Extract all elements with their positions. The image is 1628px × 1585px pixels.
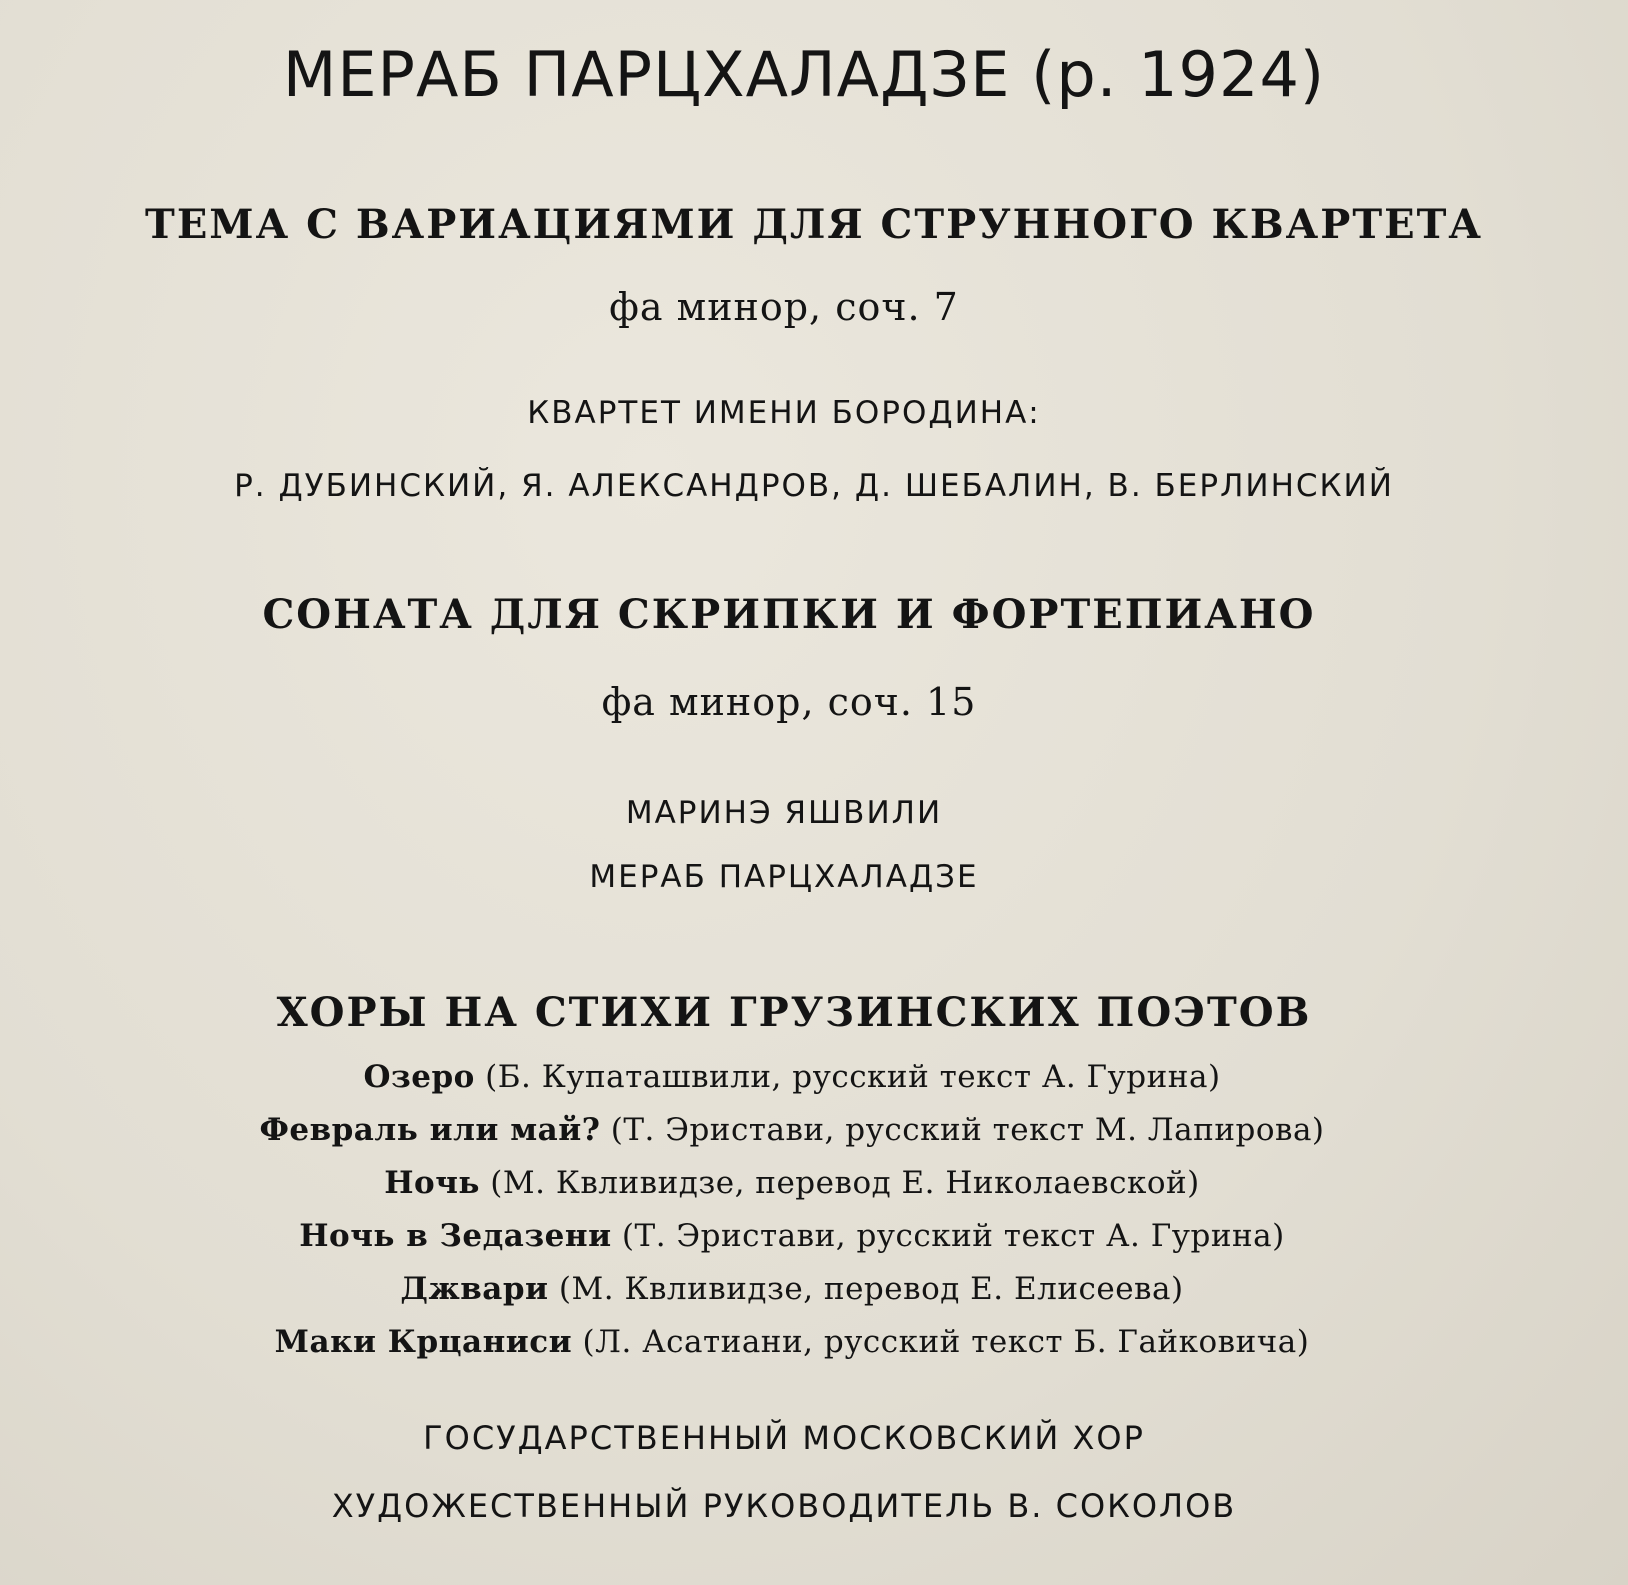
song-title: Озеро [363, 1059, 475, 1095]
work2-title: СОНАТА ДЛЯ СКРИПКИ И ФОРТЕПИАНО [262, 591, 1316, 638]
choir-name: ГОСУДАРСТВЕННЫЙ МОСКОВСКИЙ ХОР [423, 1419, 1145, 1457]
song-title: Маки Крцаниси [274, 1324, 573, 1360]
song-title: Февраль или май? [259, 1112, 601, 1148]
song-line [0, 1271, 1606, 1307]
work1-members: Р. ДУБИНСКИЙ, Я. АЛЕКСАНДРОВ, Д. ШЕБАЛИН, В. БЕРЛИНСКИЙ [234, 468, 1394, 504]
song-title: Ночь [384, 1165, 480, 1201]
song-credit: (М. Квливидзе, перевод Е. Елисеева) [548, 1271, 1184, 1307]
song-title: Ночь в Зедазени [299, 1218, 612, 1254]
work1-title: ТЕМА С ВАРИАЦИЯМИ ДЛЯ СТРУННОГО КВАРТЕТА [145, 201, 1483, 248]
song-line [0, 1112, 1606, 1148]
song-credit: (М. Квливидзе, перевод Е. Николаевской) [479, 1165, 1200, 1201]
work2-performer1: МАРИНЭ ЯШВИЛИ [625, 795, 943, 831]
song-line [0, 1165, 1606, 1201]
song-line [0, 1059, 1606, 1095]
song-title: Джвари [400, 1271, 549, 1307]
song-line [0, 1324, 1606, 1360]
song-credit: (Л. Асатиани, русский текст Б. Гайковича) [572, 1324, 1310, 1360]
song-line [0, 1218, 1606, 1254]
song-credit: (Т. Эристави, русский текст М. Лапирова) [600, 1112, 1325, 1148]
work1-ensemble: КВАРТЕТ ИМЕНИ БОРОДИНА: [527, 395, 1041, 431]
work3-title: ХОРЫ НА СТИХИ ГРУЗИНСКИХ ПОЭТОВ [276, 989, 1312, 1036]
work2-performer2: МЕРАБ ПАРЦХАЛАДЗЕ [589, 859, 979, 895]
choir-director: ХУДОЖЕСТВЕННЫЙ РУКОВОДИТЕЛЬ В. СОКОЛОВ [331, 1487, 1237, 1525]
composer-heading: МЕРАБ ПАРЦХАЛАДЗЕ (р. 1924) [282, 38, 1326, 111]
song-credit: (Т. Эристави, русский текст А. Гурина) [611, 1218, 1285, 1254]
work2-key: фа минор, соч. 15 [601, 680, 977, 724]
song-credit: (Б. Купаташвили, русский текст А. Гурина) [474, 1059, 1221, 1095]
work1-key: фа минор, соч. 7 [609, 285, 959, 329]
